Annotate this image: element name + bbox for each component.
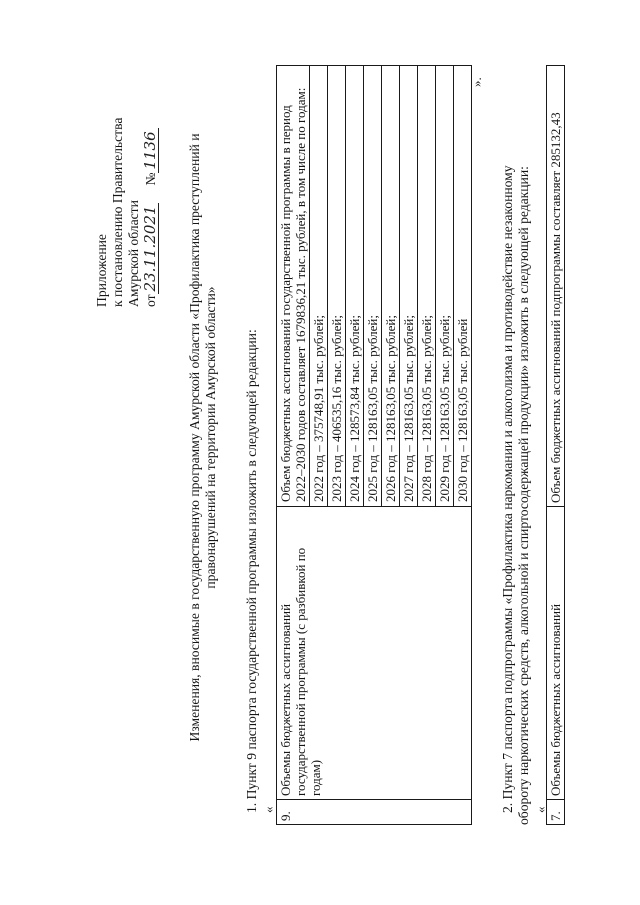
item-2-text-line-2: обороту наркотических средств, алкогольной и спиртосодержащей продукции» изложить в следующей редакции: bbox=[516, 166, 531, 825]
table-row bbox=[277, 66, 472, 825]
funding-year-2028: 2028 год – 128163,05 тыс. рублей; bbox=[417, 66, 435, 506]
handwritten-number: 1136 bbox=[142, 128, 159, 172]
funding-year-2025: 2025 год – 128163,05 тыс. рублей; bbox=[363, 66, 381, 506]
funding-year-2027: 2027 год – 128163,05 тыс. рублей; bbox=[399, 66, 417, 506]
funding-year-2022: 2022 год – 375748,91 тыс. рублей; bbox=[309, 66, 327, 506]
item-1-text: 1. Пункт 9 паспорта государственной программы изложить в следующей редакции: bbox=[244, 329, 259, 813]
subprogram-passport-table bbox=[546, 65, 565, 825]
approval-block bbox=[94, 17, 159, 307]
program-passport-table bbox=[276, 65, 472, 825]
funding-year-2026: 2026 год – 128163,05 тыс. рублей; bbox=[381, 66, 399, 506]
funding-year-2024: 2024 год – 128573,84 тыс. рублей; bbox=[345, 66, 363, 506]
date-number-line bbox=[142, 17, 159, 307]
region-name: Амурской области bbox=[126, 200, 141, 307]
item-2-text-line-1: 2. Пункт 7 паспорта подпрограммы «Профилактика наркомании и алкоголизма и противодействие незаконному bbox=[500, 165, 515, 813]
funding-year-2023: 2023 год – 406535,16 тыс. рублей; bbox=[327, 66, 345, 506]
heading-line-2: правонарушений на территории Амурской области» bbox=[203, 286, 218, 589]
resolution-reference: к постановлению Правительства bbox=[110, 117, 125, 307]
funding-intro: Объем бюджетных ассигнований государственной программы в период 2022–2030 годов составляет 1679836,21 тыс. рублей, в том числе по годам: bbox=[278, 87, 308, 502]
appendix-label: Приложение bbox=[94, 234, 109, 307]
heading-line-1: Изменения, вносимые в государственную программу Амурской области «Профилактика преступлений и bbox=[187, 133, 202, 742]
row-label: Объемы бюджетных ассигнований bbox=[547, 507, 565, 800]
row-value: Объем бюджетных ассигнований подпрограммы составляет 285132,43 bbox=[547, 66, 565, 507]
document-heading bbox=[187, 50, 219, 825]
funding-year-2029: 2029 год – 128163,05 тыс. рублей; bbox=[435, 66, 453, 506]
item-1-close-quote: ». bbox=[469, 77, 484, 87]
table-row bbox=[547, 66, 565, 825]
number-prefix: № bbox=[143, 172, 158, 186]
row-label: Объемы бюджетных ассигнований государственной программы (с разбивкой по годам) bbox=[277, 507, 472, 800]
handwritten-date: 23.11.2021 bbox=[142, 203, 159, 295]
row-number: 9. bbox=[277, 800, 472, 825]
date-prefix: от bbox=[143, 294, 158, 307]
funding-year-2030: 2030 год – 128163,05 тыс. рублей bbox=[453, 66, 471, 506]
item-2-open-quote: « bbox=[533, 806, 548, 813]
item-1-open-quote: « bbox=[261, 806, 276, 813]
row-value bbox=[277, 66, 472, 507]
row-number: 7. bbox=[547, 800, 565, 825]
